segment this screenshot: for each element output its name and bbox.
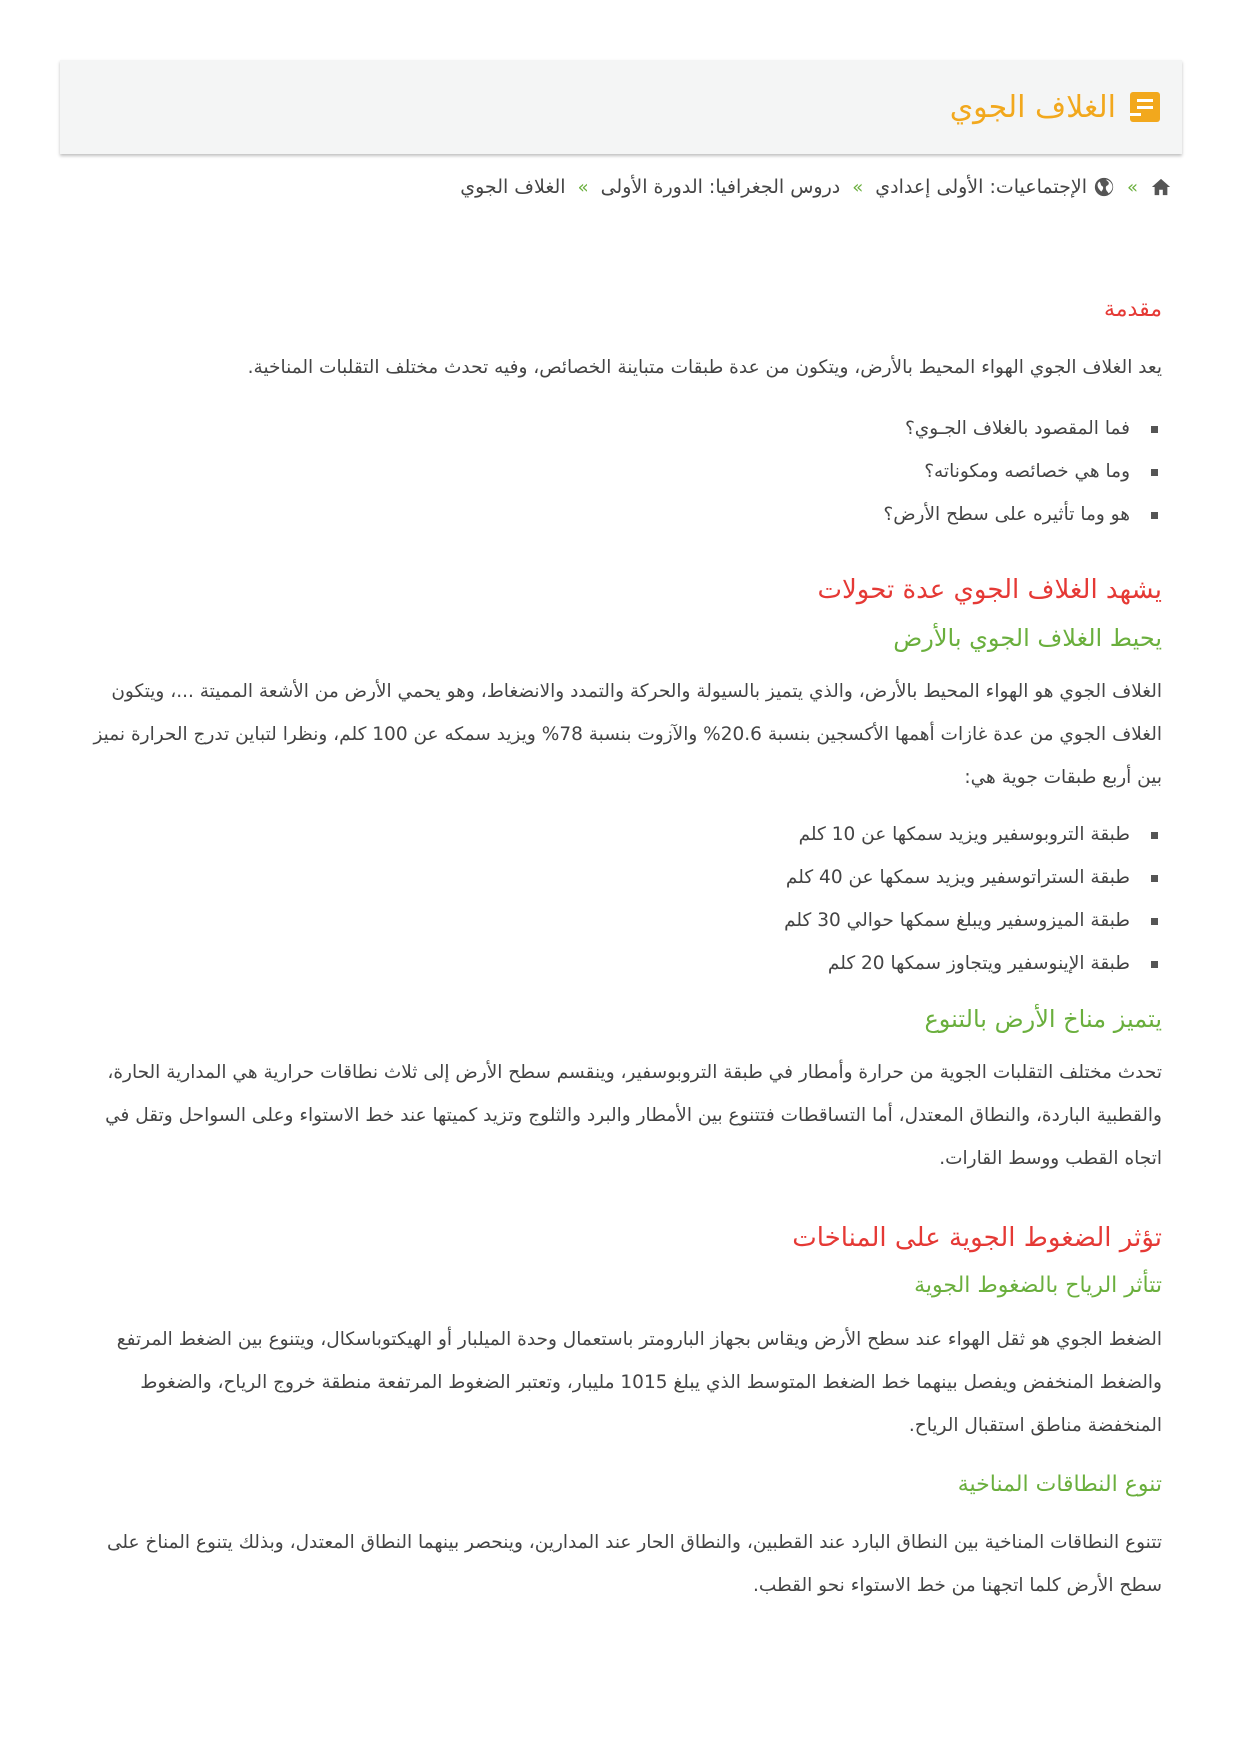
atmosphere-paragraph: الغلاف الجوي هو الهواء المحيط بالأرض، والذي يتميز بالسيولة والحركة والتمدد والانضغاط، وهو يحمي الأرض من الأشعة المميتة ...، ويتكون الغلاف الجوي من عدة غازات أهمها الأكسجين بنسبة 20.6% والآزوت بنسبة 78% ويزيد سمكه عن 100 كلم، ونظرا لتباين تدرج الحرارة نميز بين أربع طبقات جوية هي: [93, 681, 1162, 788]
list-item: طبقة التروبوسفير ويزيد سمكها عن 10 كلم [78, 813, 1162, 856]
intro-paragraph: يعد الغلاف الجوي الهواء المحيط بالأرض، ويتكون من عدة طبقات متباينة الخصائص، وفيه تحدث مختلف التقلبات المناخية. [247, 357, 1162, 378]
subsection-heading-zones: تنوع النطاقات المناخية [957, 1472, 1162, 1497]
article-content [78, 290, 1162, 1607]
layers-list [78, 813, 1162, 985]
section-heading-pressure: تؤثر الضغوط الجوية على المناخات [792, 1223, 1162, 1253]
list-item: فما المقصود بالغلاف الجـوي؟ [78, 407, 1162, 450]
page-header [60, 60, 1182, 154]
breadcrumb-link-lessons[interactable]: دروس الجغرافيا: الدورة الأولى [600, 176, 841, 198]
list-item: طبقة الميزوسفير ويبلغ سمكها حوالي 30 كلم [78, 899, 1162, 942]
breadcrumb-separator: » [577, 176, 589, 198]
home-icon[interactable] [1150, 177, 1172, 197]
list-item: وما هي خصائصه ومكوناته؟ [78, 450, 1162, 493]
list-item: طبقة الإينوسفير ويتجاوز سمكها 20 كلم [78, 942, 1162, 985]
section-heading-intro: مقدمة [1103, 297, 1162, 322]
breadcrumb-current: الغلاف الجوي [460, 176, 566, 198]
intro-questions-list [78, 407, 1162, 536]
breadcrumb-separator: » [1126, 176, 1138, 198]
breadcrumb [460, 176, 1172, 198]
subsection-heading-atmosphere: يحيط الغلاف الجوي بالأرض [893, 624, 1162, 652]
section-heading-transformations: يشهد الغلاف الجوي عدة تحولات [817, 575, 1162, 605]
page-title: الغلاف الجوي [949, 89, 1116, 125]
breadcrumb-separator: » [852, 176, 864, 198]
breadcrumb-link-grade[interactable]: الإجتماعيات: الأولى إعدادي [875, 176, 1087, 198]
document-icon [1130, 92, 1160, 122]
subsection-heading-winds: تتأثر الرياح بالضغوط الجوية [914, 1273, 1162, 1298]
subsection-heading-climate: يتميز مناخ الأرض بالتنوع [924, 1005, 1162, 1033]
list-item: طبقة الستراتوسفير ويزيد سمكها عن 40 كلم [78, 856, 1162, 899]
globe-icon [1093, 176, 1115, 198]
list-item: هو وما تأثيره على سطح الأرض؟ [78, 493, 1162, 536]
zones-paragraph: تتنوع النطاقات المناخية بين النطاق البارد عند القطبين، والنطاق الحار عند المدارين، وينحصر بينهما النطاق المعتدل، وبذلك يتنوع المناخ على سطح الأرض كلما اتجهنا من خط الاستواء نحو القطب. [106, 1532, 1162, 1596]
winds-paragraph: الضغط الجوي هو ثقل الهواء عند سطح الأرض ويقاس بجهاز البارومتر باستعمال وحدة الميلبار أو الهيكتوباسكال، ويتنوع بين الضغط المرتفع والضغط المنخفض ويفصل بينهما خط الضغط المتوسط الذي يبلغ 1015 مليبار، وتعتبر الضغوط المرتفعة منطقة خروج الرياح، والضغوط المنخفضة مناطق استقبال الرياح. [116, 1329, 1162, 1436]
climate-paragraph: تحدث مختلف التقلبات الجوية من حرارة وأمطار في طبقة التروبوسفير، وينقسم سطح الأرض إلى ثلاث نطاقات حرارية هي المدارية الحارة، والقطبية الباردة، والنطاق المعتدل، أما التساقطات فتتنوع بين الأمطار والبرد والثلوج وتزيد كميتها عند خط الاستواء وعلى السواحل وتقل في اتجاه القطب ووسط القارات. [105, 1062, 1162, 1169]
